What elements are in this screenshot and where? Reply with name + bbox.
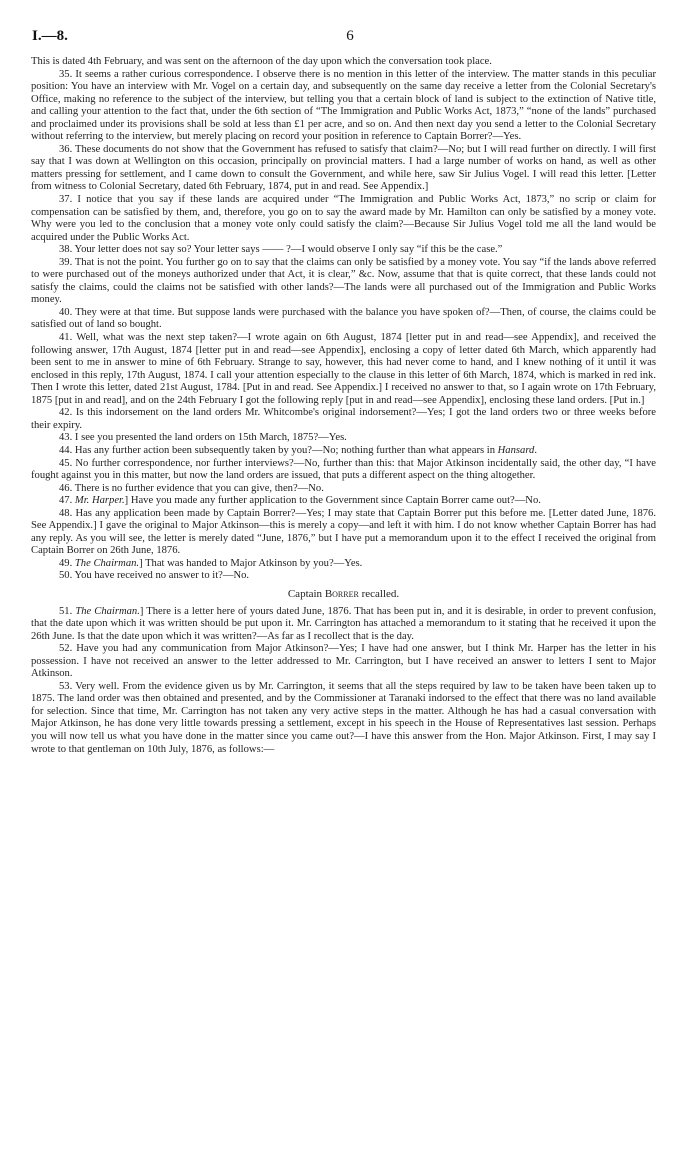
paragraph-44-hansard: Hansard xyxy=(497,444,535,456)
paragraph-51-number: 51. xyxy=(59,605,73,617)
paragraph-47-number: 47. xyxy=(59,495,73,507)
paragraph-48: 48. Has any application been made by Captain Borrer?—Yes; I may state that Captain Borrer put this before me. [Letter dated June, 1876. See Appendix.] I gave the original to Major Atkinson—this is merely a copy—and left it with him. I do not know whether Captain Borrer has had any reply. As you will see, the letter is merely dated “June, 1876,” but I have put a memorandum upon it to the effect I received the original from Captain Borrer on 26th June, 1876. xyxy=(31,507,656,557)
page-number: 6 xyxy=(346,28,354,44)
paragraph-49 xyxy=(31,558,656,571)
document-reference: I.—8. xyxy=(32,28,68,44)
paragraph-51-speaker: The Chairman. xyxy=(75,605,140,617)
paragraph-53: 53. Very well. From the evidence given us by Mr. Carrington, it seems that all the steps required by law to be taken have been taken up to 1875. The land order was then obtained and presented, and by the Commissioner at Taranaki indorsed to the effect that there was no land available for selection. Since that time, Mr. Carrington has not taken any very active steps in the matter. Although he has had a casual conversation with Major Atkinson, he has done very little towards pressing a settlement, except in his speech in the House of Representatives last session. Perhaps you will now tell us what you have done in the matter since you came out?—I have this answer from the Hon. Major Atkinson. First, I may say I wrote to that gentleman on 10th July, 1876, as follows:— xyxy=(31,680,656,755)
paragraph-42: 42. Is this indorsement on the land orders Mr. Whitcombe's original indorsement?—Yes; I got the land orders two or three weeks before their expiry. xyxy=(31,407,656,431)
paragraph-44-tail: . xyxy=(534,444,538,456)
paragraph-51 xyxy=(31,606,656,644)
paragraph-49-text: ] That was handed to Major Atkinson by you?—Yes. xyxy=(139,557,363,569)
section-heading-name: Borrer xyxy=(324,587,359,600)
paragraph-52: 52. Have you had any communication from Major Atkinson?—Yes; I have had one answer, but I think Mr. Harper has the letter in his possession. I have not received an answer to the letter addressed to Mr. Carrington, but I have received an answer to letters I sent to Major Atkinson. xyxy=(31,643,656,680)
section-heading xyxy=(31,588,656,601)
paragraph-47 xyxy=(31,495,656,508)
paragraph-39: 39. That is not the point. You further go on to say that the claims can only be satisfied by a money vote. You say “if the lands above referred to were purchased out of the moneys authorized under that Act, it is clear,” &c. Now, assume that that is quite correct, that these lands could not satisfy the claims, could the claims not be satisfied with other lands?—The lands were all purchased out of the Immigration and Public Works money. xyxy=(31,256,656,306)
paragraph-36: 36. These documents do not show that the Government has refused to satisfy that claim?—No; but I will read further on directly. I will first say that I was down at Wellington on this occasion, principally on provincial matters. I had a large number of works on hand, as well as other matters pressing for settlement, and I came down to consult the Government, and while here, saw Sir Julius Vogel. I will read this letter. [Letter from witness to Colonial Secretary, dated 6th February, 1874, put in and read. See Appendix.] xyxy=(31,143,656,193)
paragraph-intro: This is dated 4th February, and was sent on the afternoon of the day upon which the conversation took place. xyxy=(31,56,492,67)
paragraph-43: 43. I see you presented the land orders on 15th March, 1875?—Yes. xyxy=(59,432,347,444)
section-heading-prefix: Captain xyxy=(287,587,323,600)
paragraph-47-speaker: Mr. Harper. xyxy=(74,495,125,507)
paragraph-38: 38. Your letter does not say so? Your letter says —— ?—I would observe I only say “if this be the case.” xyxy=(59,244,503,256)
paragraph-44-text: 44. Has any further action been subsequently taken by you?—No; nothing further than what appears in xyxy=(59,444,495,456)
paragraph-37: 37. I notice that you say if these lands are acquired under “The Immigration and Public Works Act, 1873,” no scrip or claim for compensation can be satisfied by them, and, therefore, you go on to say the award made by Mr. Hamilton can only be satisfied by a money vote. Why were you led to the conclusion that a money vote only could satisfy the claim?—Because Sir Julius Vogel told me all the land would be acquired under the Public Works Act. xyxy=(31,194,656,243)
paragraph-47-text: ] Have you made any further application to the Government since Captain Borrer came out?—No. xyxy=(124,495,541,507)
paragraph-49-speaker: The Chairman. xyxy=(74,557,140,569)
paragraph-40: 40. They were at that time. But suppose lands were purchased with the balance you have spoken of?—Then, of course, the claims could be satisfied out of land so bought. xyxy=(31,306,656,331)
paragraph-51-text: ] There is a letter here of yours dated June, 1876. That has been put in, and it is desirable, in order to prevent confusion, that the date upon which it was written should be put upon it. Mr. Carrington has attached a memorandum to it stating that he received it upon the 26th June. Is that the date upon which it was written?—As far as I recollect that is the day. xyxy=(31,605,656,642)
paragraph-41: 41. Well, what was the next step taken?—I wrote again on 6th August, 1874 [letter put in and read—see Appendix], and received the following answer, 17th August, 1874 [letter put in and read—see Appendix], enclosing a copy of letter dated 6th March, which apparently had been sent to me in answer to mine of 6th February. Strange to say, however, this had never come to hand, and I knew nothing of it until it was enclosed in this reply, 17th August, 1874. I call your attention especially to the clause in this letter of 6th March, 1874, which is marked in red ink. Then I wrote this letter, dated 21st August, 1784. [Put in and read. See Appendix.] I received no answer to that, so I again wrote on 17th February, 1875 [put in and read], and on the 24th February I got the following reply [put in and read—see Appendix], enclosing these land orders. [Put in.] xyxy=(31,332,656,406)
paragraph-49-number: 49. xyxy=(59,557,73,569)
section-heading-suffix: recalled. xyxy=(361,587,400,600)
paragraph-46: 46. There is no further evidence that you can give, then?—No. xyxy=(59,482,324,494)
paragraph-35: 35. It seems a rather curious correspondence. I observe there is no mention in this letter of the interview. The matter stands in this peculiar position: You have an interview with Mr. Vogel on a certain day, and subsequently on the same day receive a letter from the Colonial Secretary's Office, making no reference to the subject of the interview, but telling you that a certain block of land is subject to the extinction of Native title, and calling your attention to the fact that, under the 6th section of “The Immigration and Public Works Act, 1873,” “none of the lands” purchased and proclaimed under its provisions shall be sold at less than £1 per acre, and so on. And then next day you send a letter to the Colonial Secretary without referring to the interview, but merely placing on record your position in reference to Captain Borrer?—Yes. xyxy=(31,68,656,143)
paragraph-45: 45. No further correspondence, nor further interviews?—No, further than this: that Major Atkinson incidentally said, the other day, “I have fought against you in this matter, but now the land orders are issued, that puts a different aspect on the thing altogether. xyxy=(31,457,656,482)
paragraph-44 xyxy=(31,445,656,458)
paragraph-50: 50. You have received no answer to it?—No. xyxy=(59,570,250,582)
